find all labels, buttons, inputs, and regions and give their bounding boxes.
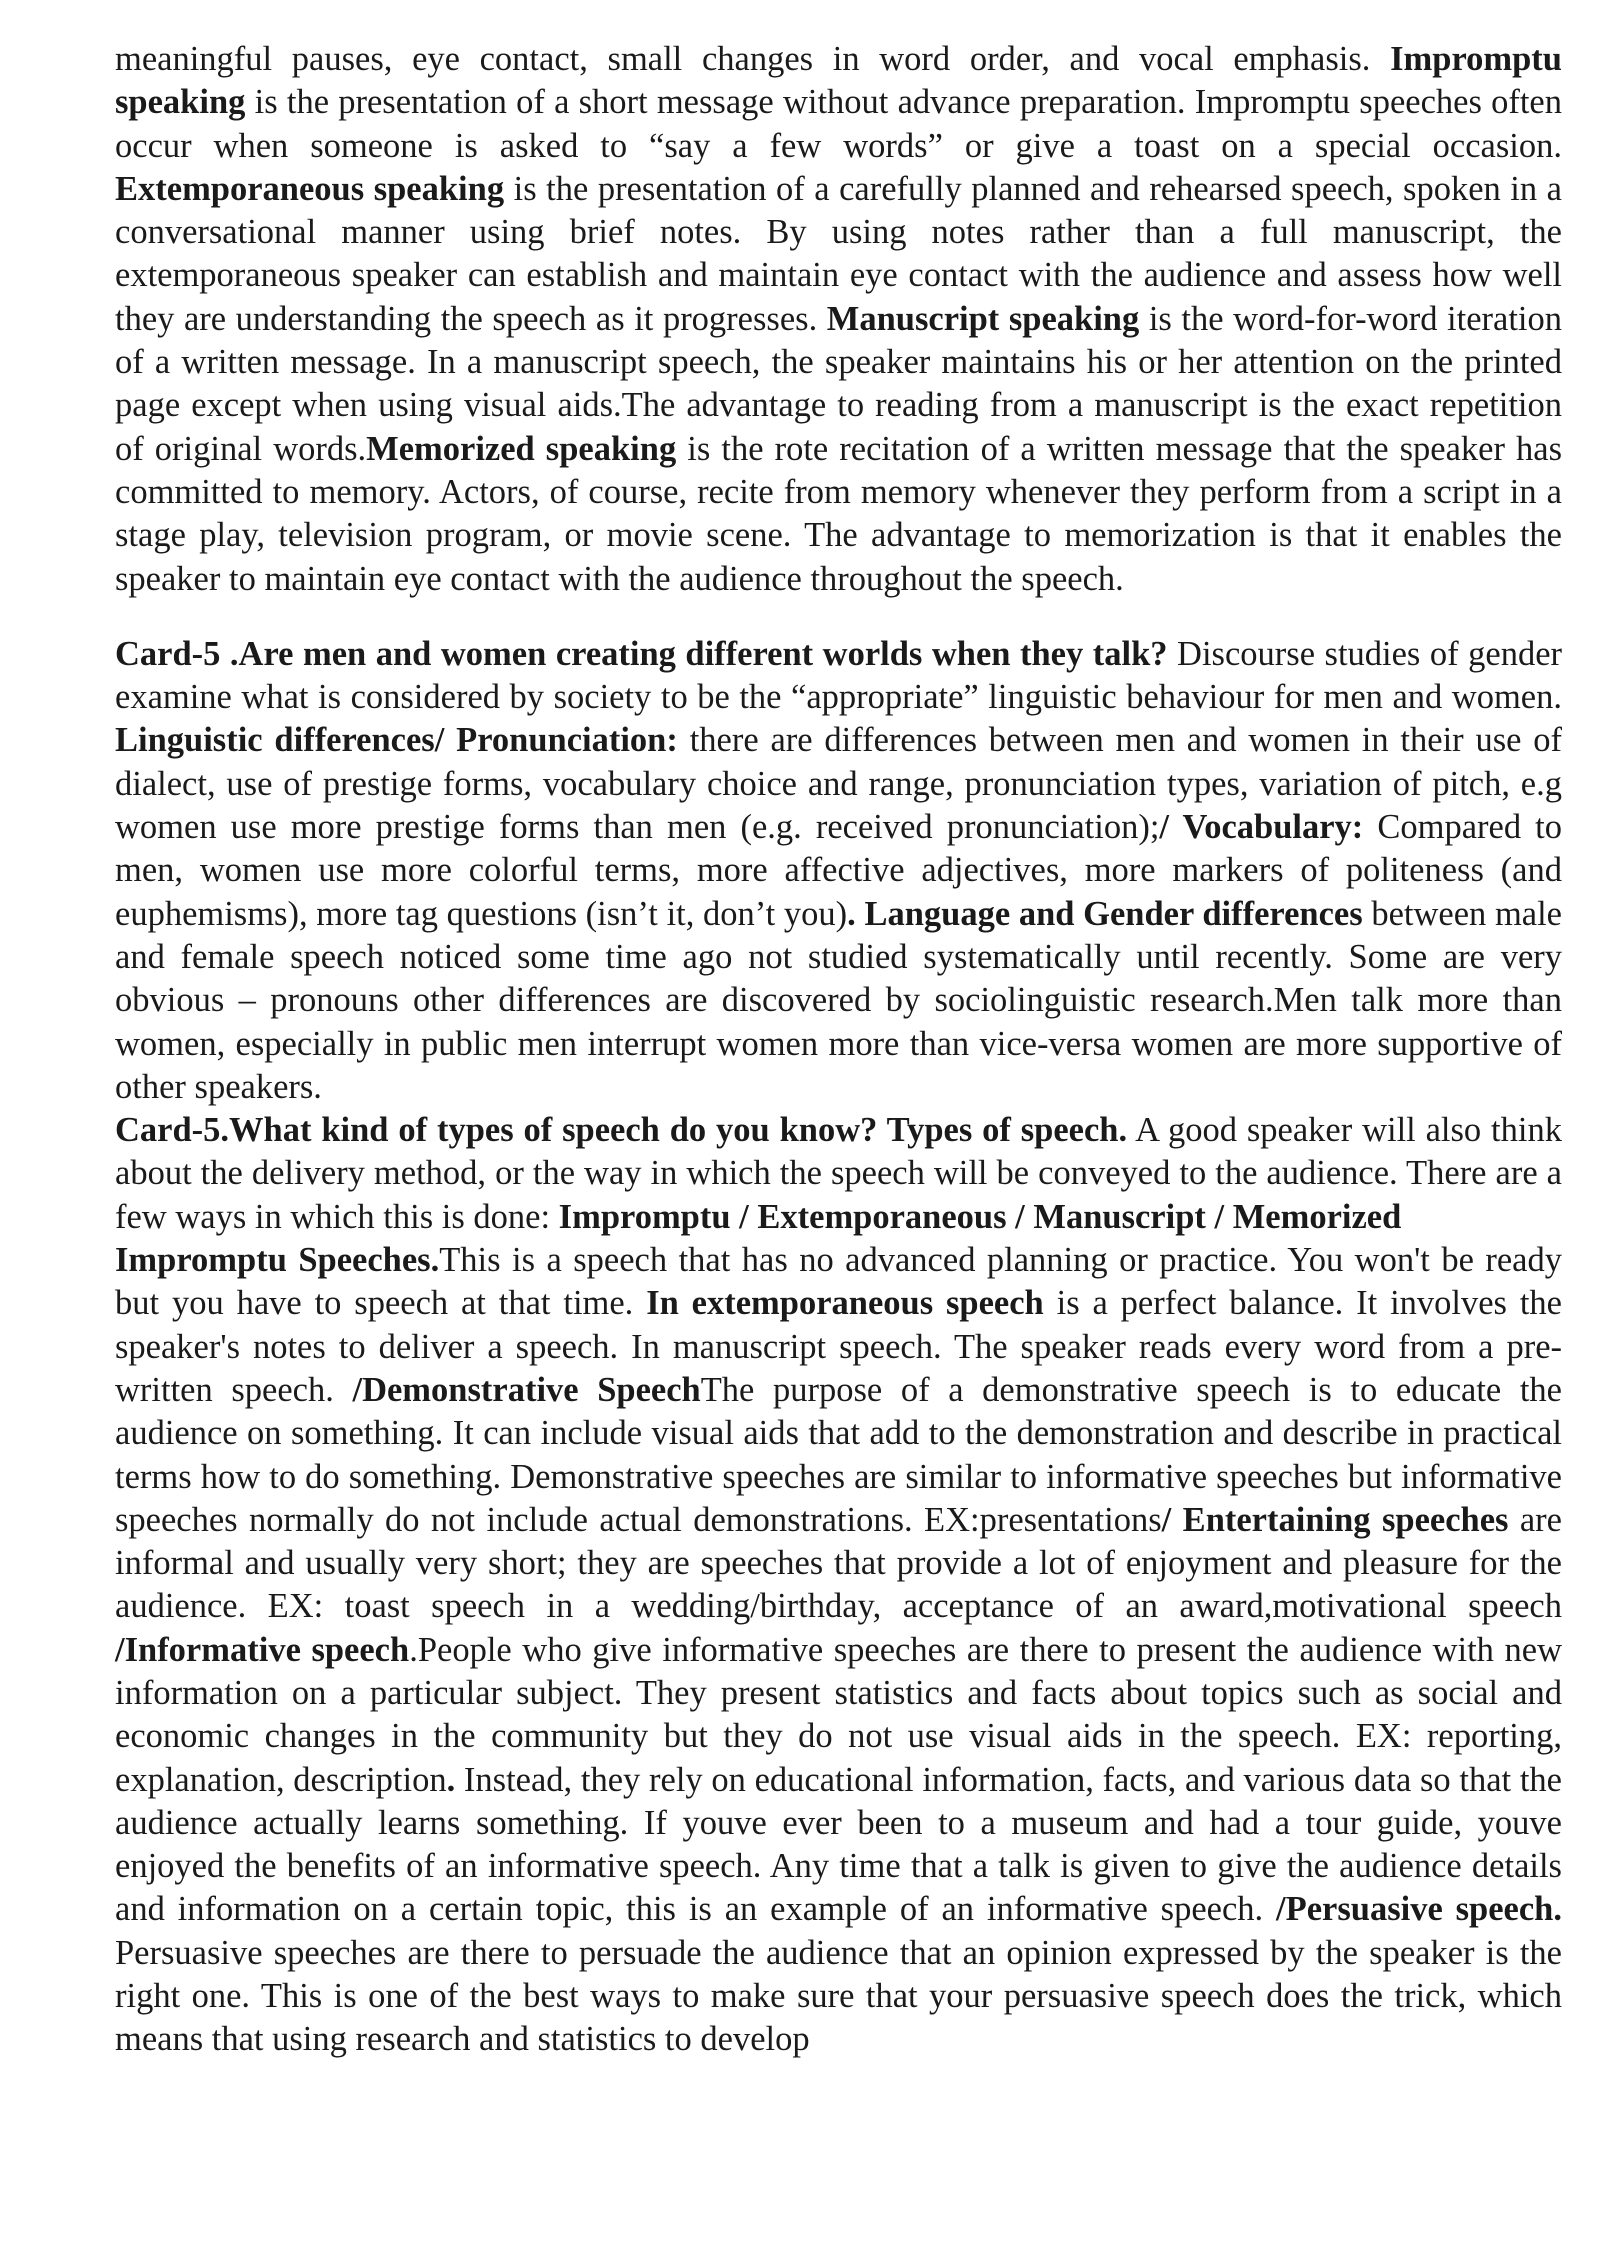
- bold-term: /Informative speech: [115, 1630, 410, 1669]
- bold-term: /Persuasive speech.: [1276, 1890, 1562, 1929]
- text-run: meaningful pauses, eye contact, small changes in word order, and vocal emphasis.: [115, 40, 1391, 78]
- text-run: A good speaker will also think about the delivery method, or the way in which the speech will be conveyed to the audience. There are a few ways in which this is done:: [115, 1111, 1562, 1236]
- text-run: .People who give informative speeches are there to present the audience with new information on a particular subject. They present statistics and facts about topics such as social and economic changes in the community but they do not use visual aids in the speech. EX: reporting, explanation, description: [115, 1630, 1562, 1799]
- text-run: there are differences between men and women in their use of dialect, use of prestige forms, vocabulary choice and range, pronunciation types, variation of pitch, e.g women use more prestige forms than men (e.g. received pronunciation);: [115, 721, 1563, 847]
- bold-term: Impromptu / Extemporaneous / Manuscript / Memorized: [558, 1197, 1402, 1236]
- bold-term: Card-5 .Are men and women creating different worlds when they talk?: [115, 634, 1168, 673]
- bold-term: Extemporaneous speaking: [115, 169, 505, 208]
- bold-term: Impromptu speaking: [115, 40, 1562, 122]
- bold-term: In extemporaneous speech: [646, 1284, 1044, 1323]
- text-run: is a perfect balance. It involves the speaker's notes to deliver a speech. In manuscript speech. The speaker reads every word from a pre-written speech.: [115, 1284, 1562, 1409]
- text-run: Instead, they rely on educational information, facts, and various data so that the audience actually learns something. If youve ever been to a museum and had a tour guide, youve enjoyed the benefits of an informative speech. Any time that a talk is given to give the audience details and information on a certain topic, this is an example of an informative speech.: [115, 1760, 1562, 1929]
- text-run: is the presentation of a short message without advance preparation. Impromptu speeches often occur when someone is asked to “say a few words” or give a toast on a special occasion.: [115, 83, 1562, 165]
- bold-term: / Vocabulary:: [1159, 808, 1364, 847]
- paragraph-speech-methods-continued: [115, 38, 1562, 601]
- document-body: [115, 38, 1562, 2062]
- text-run: Discourse studies of gender examine what is considered by society to be the “appropriate” linguistic behaviour for men and women.: [115, 634, 1563, 717]
- text-run: Compared to men, women use more colorful terms, more affective adjectives, more markers of politeness (and euphemisms), more tag questions (isn’t it, don’t you): [115, 808, 1562, 933]
- text-run: is the presentation of a carefully planned and rehearsed speech, spoken in a conversational manner using brief notes. By using notes rather than a full manuscript, the extemporaneous speaker can establish and maintain eye contact with the audience and assess how well they are understanding the speech as it progresses.: [115, 169, 1562, 338]
- paragraph-card-5-types: [115, 1109, 1562, 1239]
- bold-term: Memorized speaking: [366, 429, 677, 468]
- text-run: is the word-for-word iteration of a written message. In a manuscript speech, the speaker maintains his or her attention on the printed page except when using visual aids.The advantage to reading from a manuscript is the exact repetition of original words.: [115, 299, 1562, 468]
- bold-term: / Entertaining speeches: [1161, 1500, 1509, 1539]
- paragraph-card-5-gender: [115, 633, 1562, 1109]
- bold-term: /Demonstrative Speech: [352, 1370, 701, 1409]
- bold-term: Card-5.What kind of types of speech do you know? Types of speech.: [115, 1111, 1128, 1150]
- paragraph-types-detail: [115, 1239, 1562, 2062]
- bold-term: .: [446, 1760, 456, 1799]
- bold-term: Manuscript speaking: [826, 299, 1140, 338]
- text-run: This is a speech that has no advanced planning or practice. You won't be ready but you have to speech at that time.: [115, 1241, 1562, 1323]
- text-run: The purpose of a demonstrative speech is to educate the audience on something. It can include visual aids that add to the demonstration and describe in practical terms how to do something. Demonstrative speeches are similar to informative speeches but informative speeches normally do not include actual demonstrations. EX:presentations: [115, 1370, 1562, 1539]
- text-run: are informal and usually very short; they are speeches that provide a lot of enjoyment and pleasure for the audience. EX: toast speech in a wedding/birthday, acceptance of an award,motivational speech: [115, 1500, 1562, 1626]
- text-run: between male and female speech noticed some time ago not studied systematically until recently. Some are very obvious – pronouns other differences are discovered by sociolinguistic research.Men talk more than women, especially in public men interrupt women more than vice-versa women are more supportive of other speakers.: [115, 894, 1562, 1106]
- bold-term: Impromptu Speeches.: [115, 1241, 440, 1280]
- bold-term: . Language and Gender differences: [847, 894, 1363, 933]
- text-run: Persuasive speeches are there to persuade the audience that an opinion expressed by the speaker is the right one. This is one of the best ways to make sure that your persuasive speech does the trick, which means that using research and statistics to develop: [115, 1933, 1562, 2059]
- text-run: is the rote recitation of a written message that the speaker has committed to memory. Actors, of course, recite from memory whenever they perform from a script in a stage play, television program, or movie scene. The advantage to memorization is that it enables the speaker to maintain eye contact with the audience throughout the speech.: [115, 429, 1563, 598]
- bold-term: Linguistic differences/ Pronunciation:: [115, 721, 678, 760]
